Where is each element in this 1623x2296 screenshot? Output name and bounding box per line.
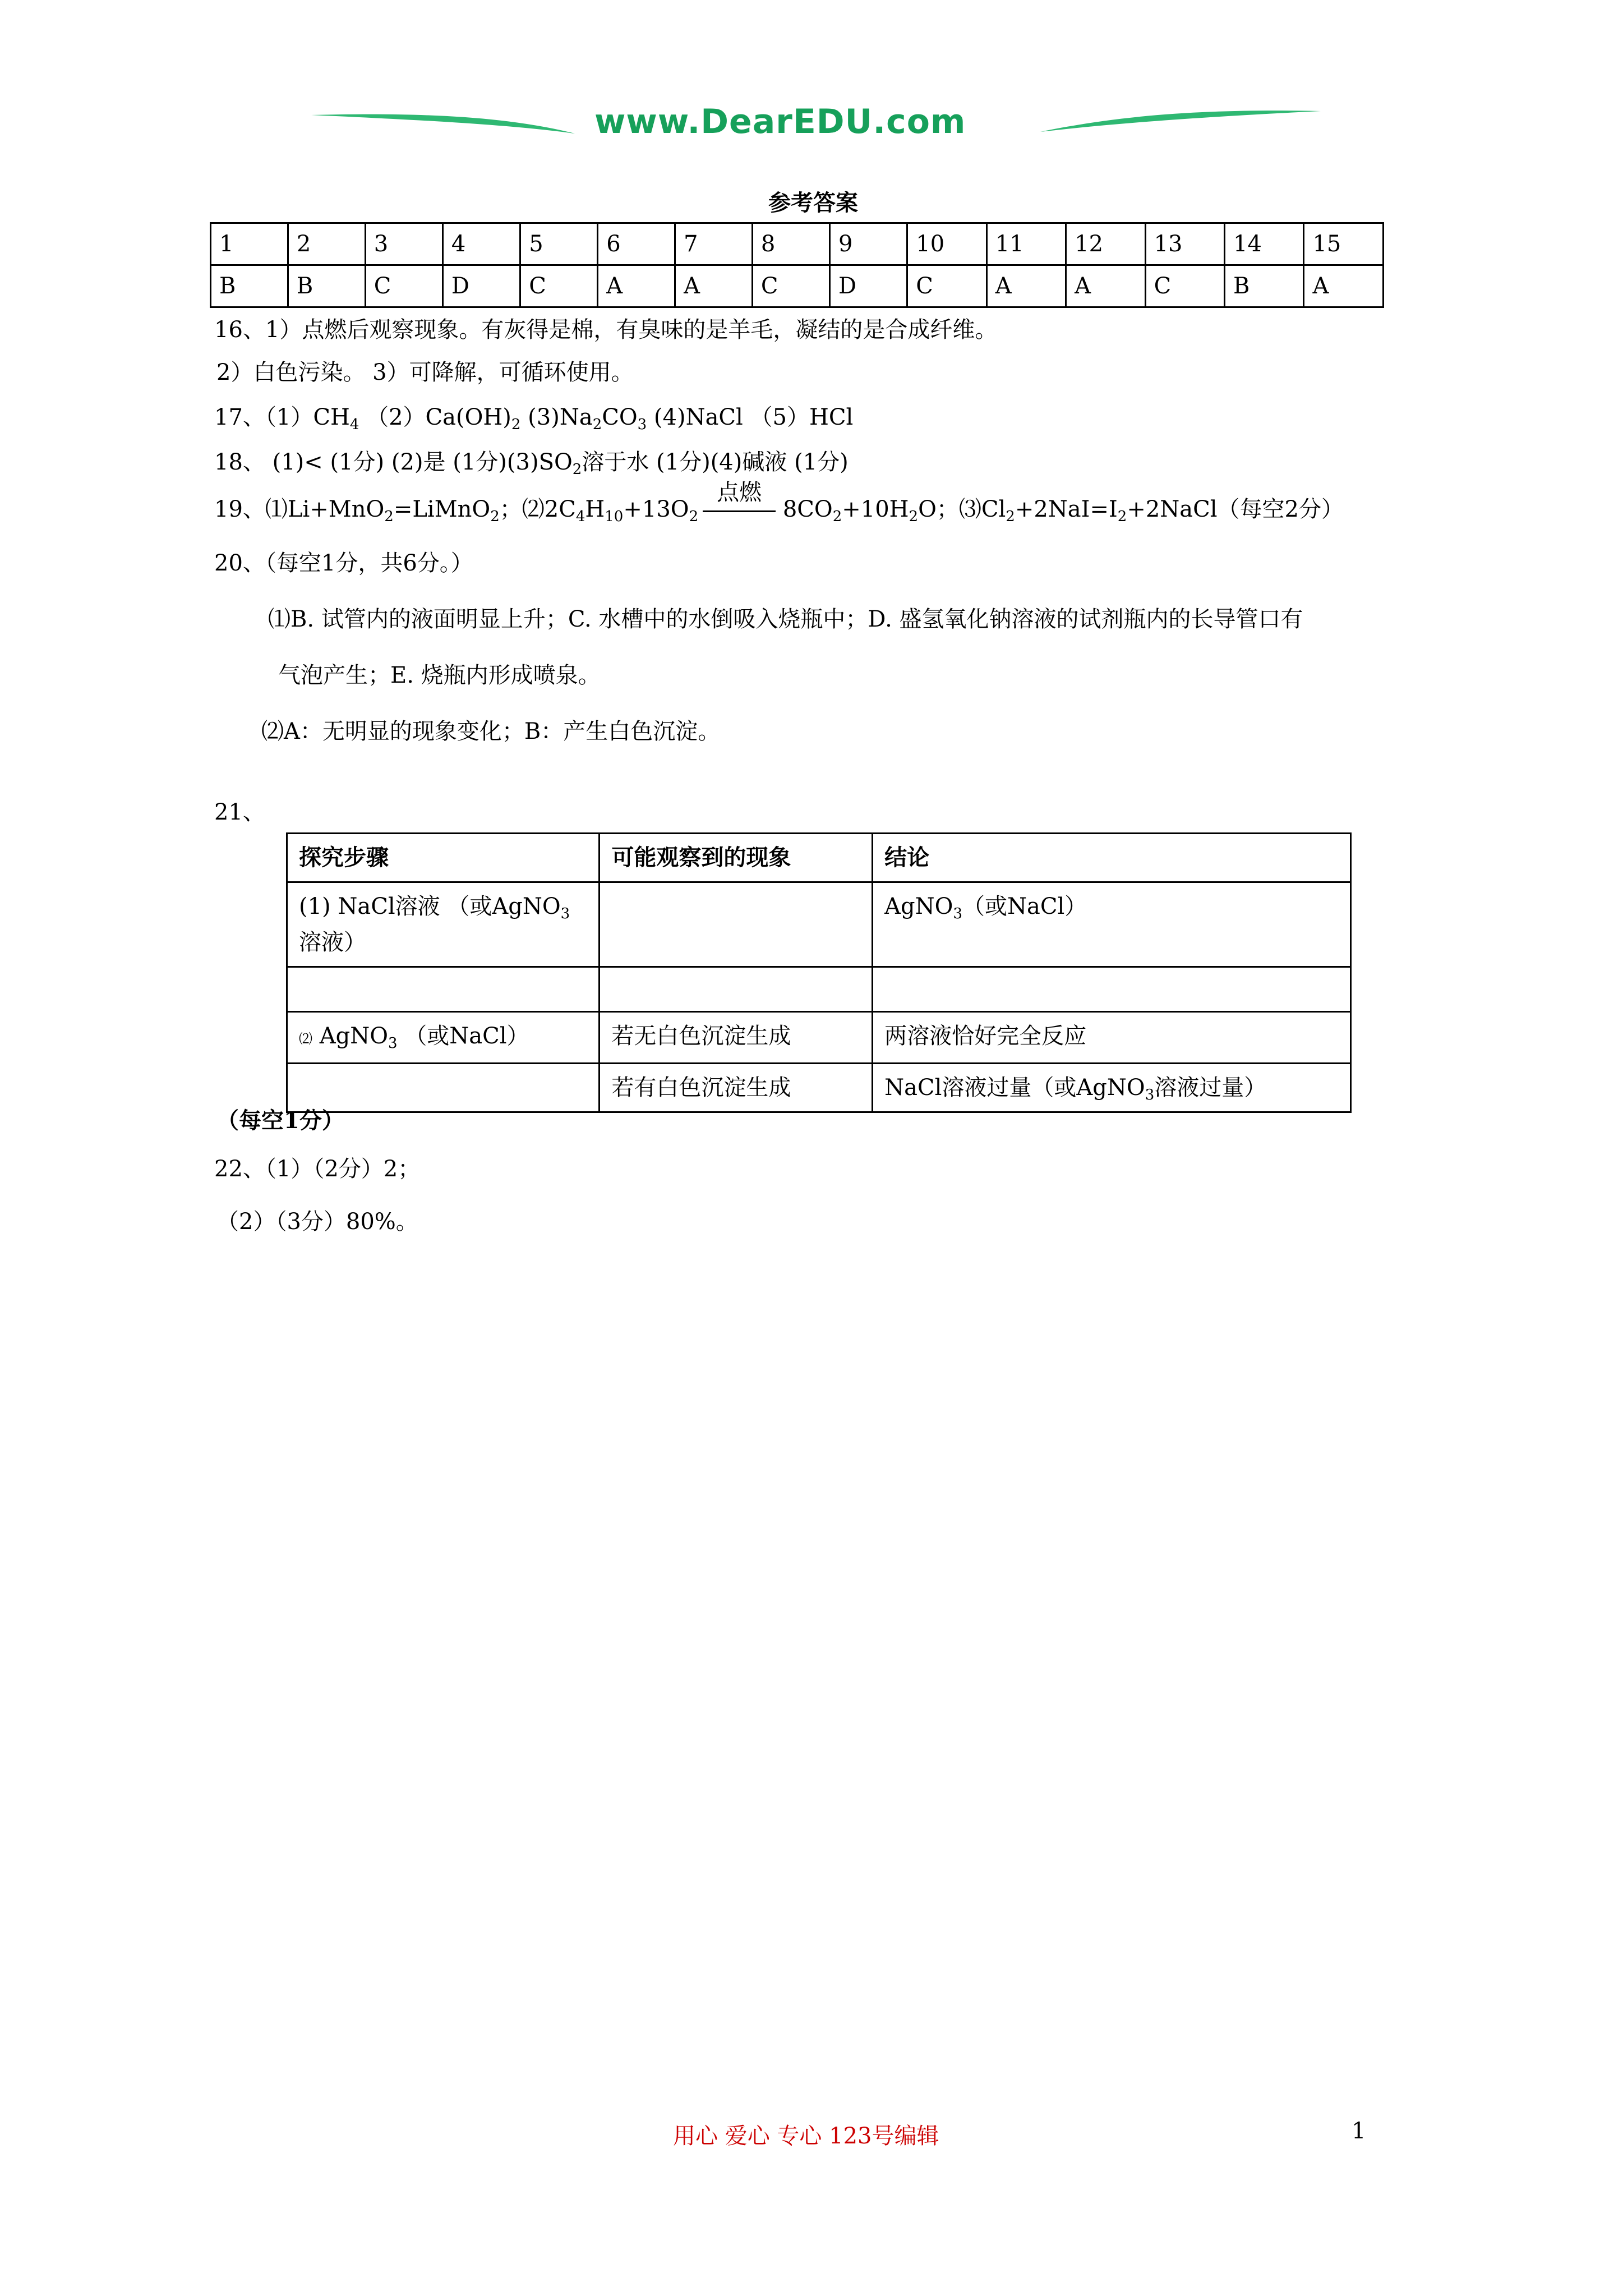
answer-cell: D	[829, 265, 907, 307]
subscript: 2	[1117, 508, 1127, 525]
q19-answer	[214, 480, 1344, 525]
answer-cell: A	[1066, 265, 1145, 307]
q18-part2: 溶于水 (1分)(4)碱液 (1分)	[582, 449, 849, 475]
answer-cell: C	[365, 265, 442, 307]
question-number-cell: 3	[365, 223, 442, 265]
conclusion-cell	[873, 882, 1351, 967]
subscript: 2	[490, 508, 500, 525]
q17-part1: 17、（1）CH	[214, 404, 350, 430]
answer-key-table	[210, 222, 1384, 308]
q22-line1: 22、（1）（2分）2；	[214, 1156, 421, 1182]
table-row	[287, 1012, 1351, 1064]
conclusion-text: AgNO	[884, 894, 953, 919]
q19-part: +2NaCl（每空2分）	[1127, 496, 1344, 522]
question-number-cell: 1	[211, 223, 288, 265]
right-swoosh-decoration	[1040, 111, 1321, 132]
answer-cell: C	[520, 265, 598, 307]
q19-part: H	[585, 496, 605, 522]
question-number-cell: 8	[752, 223, 829, 265]
left-swoosh-decoration	[311, 114, 575, 134]
question-number-cell: 2	[288, 223, 365, 265]
footer-editor-credit: 用心 爱心 专心 123号编辑	[673, 2123, 939, 2149]
q19-part: ；⑵2C	[499, 496, 576, 522]
q20-part2: ⑵A：无明显的现象变化；B：产生白色沉淀。	[261, 719, 721, 744]
q19-part: +2NaI=I	[1015, 496, 1118, 522]
conclusion-cell: 两溶液恰好完全反应	[873, 1012, 1351, 1064]
subscript: 2	[909, 508, 919, 525]
conclusion-cell	[873, 967, 1351, 1012]
answer-cell: C	[1145, 265, 1224, 307]
observation-cell	[600, 882, 873, 967]
answer-cell: D	[442, 265, 520, 307]
q16-line1: 16、1）点燃后观察现象。有灰得是棉，有臭味的是羊毛，凝结的是合成纤维。	[214, 317, 998, 343]
q17-part3b: CO	[602, 404, 638, 430]
q19-part: =LiMnO	[393, 496, 491, 522]
step-cell	[287, 967, 600, 1012]
q17-part4: (4)NaCl （5）HCl	[647, 404, 854, 430]
subscript: 2	[689, 508, 699, 525]
subscript: 3	[560, 905, 570, 922]
question-number-cell: 12	[1066, 223, 1145, 265]
q21-scoring-note: （每空1分）	[216, 1107, 344, 1134]
answer-cell: B	[211, 265, 288, 307]
header-cell: 探究步骤	[287, 834, 600, 882]
step-number-mark: ⑵	[299, 1031, 312, 1047]
subscript: 4	[575, 508, 585, 525]
q21-label: 21、	[214, 799, 265, 825]
step-text: (1) NaCl溶液 （或AgNO	[299, 894, 561, 919]
q20-part1-cont: 气泡产生；E. 烧瓶内形成喷泉。	[278, 662, 601, 688]
step-text: AgNO	[312, 1023, 388, 1049]
conclusion-text: （或NaCl）	[962, 894, 1087, 919]
q19-part: O；⑶Cl	[918, 496, 1006, 522]
subscript: 2	[384, 508, 394, 525]
conclusion-cell	[873, 1064, 1351, 1112]
subscript: 3	[388, 1035, 398, 1052]
q17-part3: (3)Na	[520, 404, 593, 430]
conclusion-text: NaCl溶液过量（或AgNO	[884, 1075, 1145, 1101]
answer-row	[211, 265, 1384, 307]
question-number-cell: 13	[1145, 223, 1224, 265]
conclusion-text: 溶液过量）	[1154, 1075, 1267, 1101]
q20-part1: ⑴B. 试管内的液面明显上升；C. 水槽中的水倒吸入烧瓶中；D. 盛氢氧化钠溶液的试剂瓶内的长导管口有	[268, 606, 1303, 632]
q19-part: +13O	[623, 496, 689, 522]
header-cell: 结论	[873, 834, 1351, 882]
observation-cell: 若无白色沉淀生成	[600, 1012, 873, 1064]
step-cell	[287, 882, 600, 967]
subscript: 10	[605, 508, 624, 525]
question-number-cell: 9	[829, 223, 907, 265]
ignition-label: 点燃	[717, 480, 762, 505]
page-number: 1	[1352, 2118, 1366, 2144]
answer-cell: A	[675, 265, 753, 307]
question-number-cell: 15	[1304, 223, 1384, 265]
q16-line2: 2）白色污染。 3）可降解，可循环使用。	[216, 360, 634, 385]
table-header-row	[287, 834, 1351, 882]
question-number-cell: 10	[907, 223, 986, 265]
answer-cell: C	[907, 265, 986, 307]
q18-part1: 18、 (1)< (1分) (2)是 (1分)(3)SO	[214, 449, 573, 475]
q19-part: +10H	[842, 496, 909, 522]
table-row	[287, 967, 1351, 1012]
answer-cell: A	[1304, 265, 1384, 307]
question-number-cell: 4	[442, 223, 520, 265]
reaction-arrow-line	[703, 510, 776, 512]
question-number-row	[211, 223, 1384, 265]
q19-part: 19、⑴Li+MnO	[214, 496, 385, 522]
answer-cell: A	[986, 265, 1066, 307]
q17-answer	[214, 402, 853, 433]
answer-cell: A	[598, 265, 675, 307]
question-number-cell: 7	[675, 223, 753, 265]
table-row	[287, 1064, 1351, 1112]
question-number-cell: 14	[1225, 223, 1304, 265]
question-number-cell: 5	[520, 223, 598, 265]
step-text: 溶液）	[299, 930, 366, 955]
answer-cell: C	[752, 265, 829, 307]
answer-cell: B	[1225, 265, 1304, 307]
subscript: 3	[953, 905, 963, 922]
q21-inquiry-table	[286, 832, 1352, 1113]
subscript: 2	[572, 461, 582, 478]
header-cell: 可能观察到的现象	[600, 834, 873, 882]
step-text: （或NaCl）	[397, 1023, 529, 1049]
q17-part2: （2）Ca(OH)	[359, 404, 511, 430]
q19-part: 8CO	[776, 496, 833, 522]
subscript: 3	[1145, 1087, 1155, 1103]
site-name: www.DearEDU.com	[594, 102, 966, 141]
observation-cell	[600, 967, 873, 1012]
q22-line2: （2）（3分）80%。	[216, 1209, 418, 1235]
subscript: 2	[511, 416, 521, 433]
step-cell	[287, 1012, 600, 1064]
subscript: 2	[1006, 508, 1015, 525]
reaction-condition	[703, 480, 776, 525]
q20-heading: 20、（每空1分，共6分。）	[214, 550, 473, 576]
subscript: 2	[592, 416, 602, 433]
observation-cell: 若有白色沉淀生成	[600, 1064, 873, 1112]
table-row	[287, 882, 1351, 967]
subscript: 4	[349, 416, 359, 433]
subscript: 2	[832, 508, 842, 525]
page-title: 参考答案	[768, 190, 858, 216]
q18-answer	[214, 447, 849, 478]
question-number-cell: 11	[986, 223, 1066, 265]
answer-cell: B	[288, 265, 365, 307]
subscript: 3	[637, 416, 647, 433]
question-number-cell: 6	[598, 223, 675, 265]
